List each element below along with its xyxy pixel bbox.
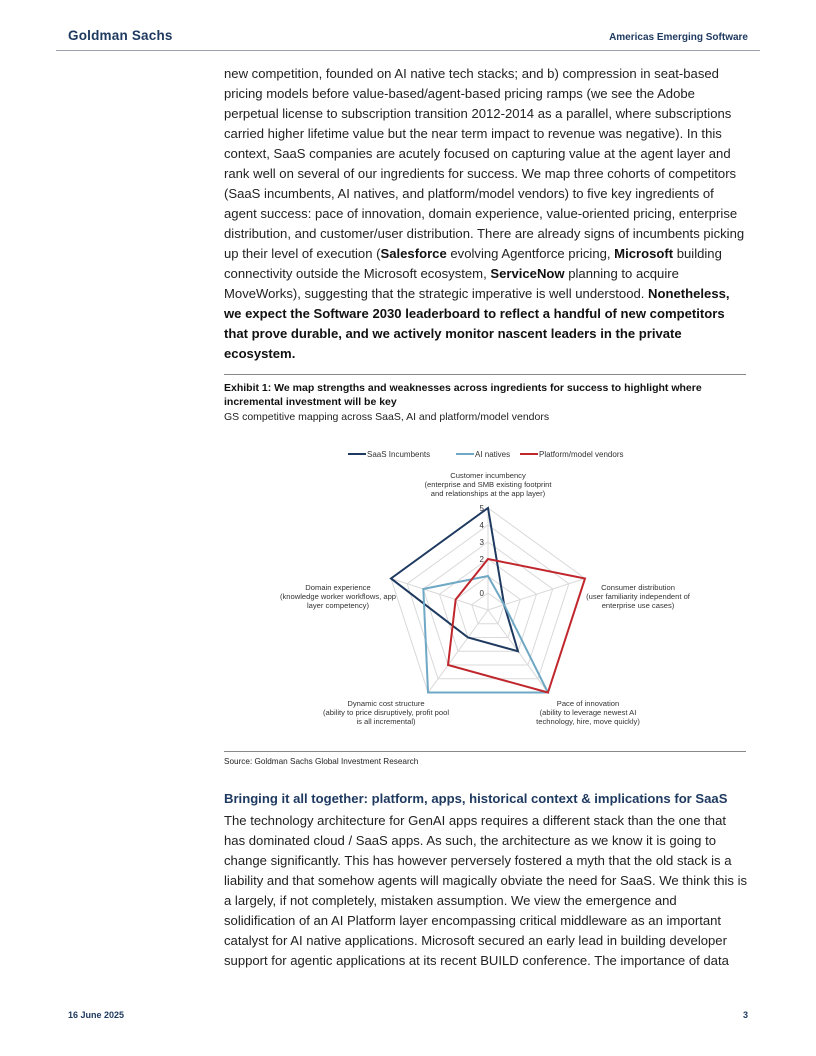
legend-label: SaaS Incumbents — [367, 450, 431, 459]
chart-legend — [348, 450, 623, 459]
para1-bold-microsoft: Microsoft — [614, 246, 674, 261]
tick-label: 3 — [479, 538, 484, 547]
axis-label: Customer incumbency — [450, 471, 526, 480]
header-divider — [56, 50, 760, 51]
para1-segment: planning to acquire MoveWorks), suggesting that the strategic imperative is well understood. — [224, 266, 679, 301]
body-paragraph-1 — [224, 64, 748, 364]
section-heading: Bringing it all together: platform, apps, historical context & implications for SaaS — [224, 791, 728, 806]
axis-label: Consumer distribution — [601, 583, 675, 592]
page-number: 3 — [742, 1010, 748, 1020]
axis-label: technology, hire, move quickly) — [536, 717, 640, 726]
axis-label: Dynamic cost structure — [347, 699, 425, 708]
series-line — [391, 508, 518, 651]
para1-segment: building connectivity outside the Microsoft ecosystem, — [224, 246, 722, 281]
brand-name: Goldman Sachs — [68, 28, 173, 43]
footer-date: 16 June 2025 — [68, 1010, 125, 1020]
exhibit-subtitle: GS competitive mapping across SaaS, AI and platform/model vendors — [224, 411, 550, 423]
tick-label: 2 — [479, 555, 484, 564]
para1-bold-servicenow: ServiceNow — [490, 266, 565, 281]
tick-label: 4 — [479, 521, 484, 530]
radar-ticks — [480, 504, 485, 598]
axis-label: and relationships at the app layer) — [430, 489, 546, 498]
para1-segment: evolving Agentforce pricing, — [446, 246, 615, 261]
report-title: Americas Emerging Software — [609, 32, 748, 43]
legend-label: Platform/model vendors — [539, 450, 624, 459]
axis-label: (user familiarity independent of — [586, 592, 690, 601]
exhibit-top-rule — [224, 374, 746, 375]
axis-label: Pace of innovation — [556, 699, 620, 708]
radar-chart — [224, 432, 746, 744]
tick-label: 0 — [479, 589, 484, 598]
para1-bold-conclusion: Nonetheless, we expect the Software 2030 leaderboard to reflect a handful of new competitors that prove durable, and we actively monitor nascent leaders in the private ecosystem. — [224, 286, 730, 361]
exhibit-source: Source: Goldman Sachs Global Investment Research — [224, 757, 419, 766]
axis-label: layer competency) — [306, 601, 370, 610]
axis-label: is all incremental) — [356, 717, 416, 726]
para1-segment: new competition, founded on AI native tech stacks; and b) compression in seat-based pricing models before value-based/agent-based pricing ramps (we see the Adobe perpetual license to subscription transition 2012-2014 as a parallel, where subscriptions carried higher lifetime value but the near term impact to revenue was negative). In this context, SaaS companies are acutely focused on capturing value at the agent layer and rank well on several of our ingredients for success. We map three cohorts of competitors (SaaS incumbents, AI natives, and platform/model vendors) to five key ingredients of agent success: pace of innovation, domain experience, value-oriented pricing, enterprise distribution, and customer/user distribution. There are already signs of incumbents picking up their level of execution ( — [224, 66, 745, 261]
body-paragraph-2: The technology architecture for GenAI apps requires a different stack than the one that has dominated cloud / SaaS apps. As such, the architecture as we know it is going to change significantly. This has however perversely fostered a myth that the old stack is a liability and that somehow agents will magically obviate the need for SaaS. We think this is a largely, if not completely, mistaken assumption. We view the emergence and solidification of an AI Platform layer encompassing critical middleware as an important catalyst for AI native applications. Microsoft secured an early lead in building developer support for agentic applications at its recent BUILD conference. The importance of data — [224, 813, 748, 968]
axis-label: enterprise use cases) — [601, 601, 675, 610]
exhibit-bottom-rule — [224, 751, 746, 752]
axis-label: (ability to price disruptively, profit pool — [322, 708, 450, 717]
axis-label: (knowledge worker workflows, app — [279, 592, 397, 601]
legend-label: AI natives — [475, 450, 511, 459]
para1-bold-salesforce: Salesforce — [380, 246, 447, 261]
axis-label: (ability to leverage newest AI — [539, 708, 637, 717]
grid-spoke — [391, 578, 488, 610]
tick-label: 5 — [479, 504, 484, 513]
exhibit-title: Exhibit 1: We map strengths and weaknesses across ingredients for success to highlight where incremental investment will be key — [224, 382, 702, 408]
axis-label: (enterprise and SMB existing footprint — [424, 480, 552, 489]
axis-label: Domain experience — [305, 583, 371, 592]
